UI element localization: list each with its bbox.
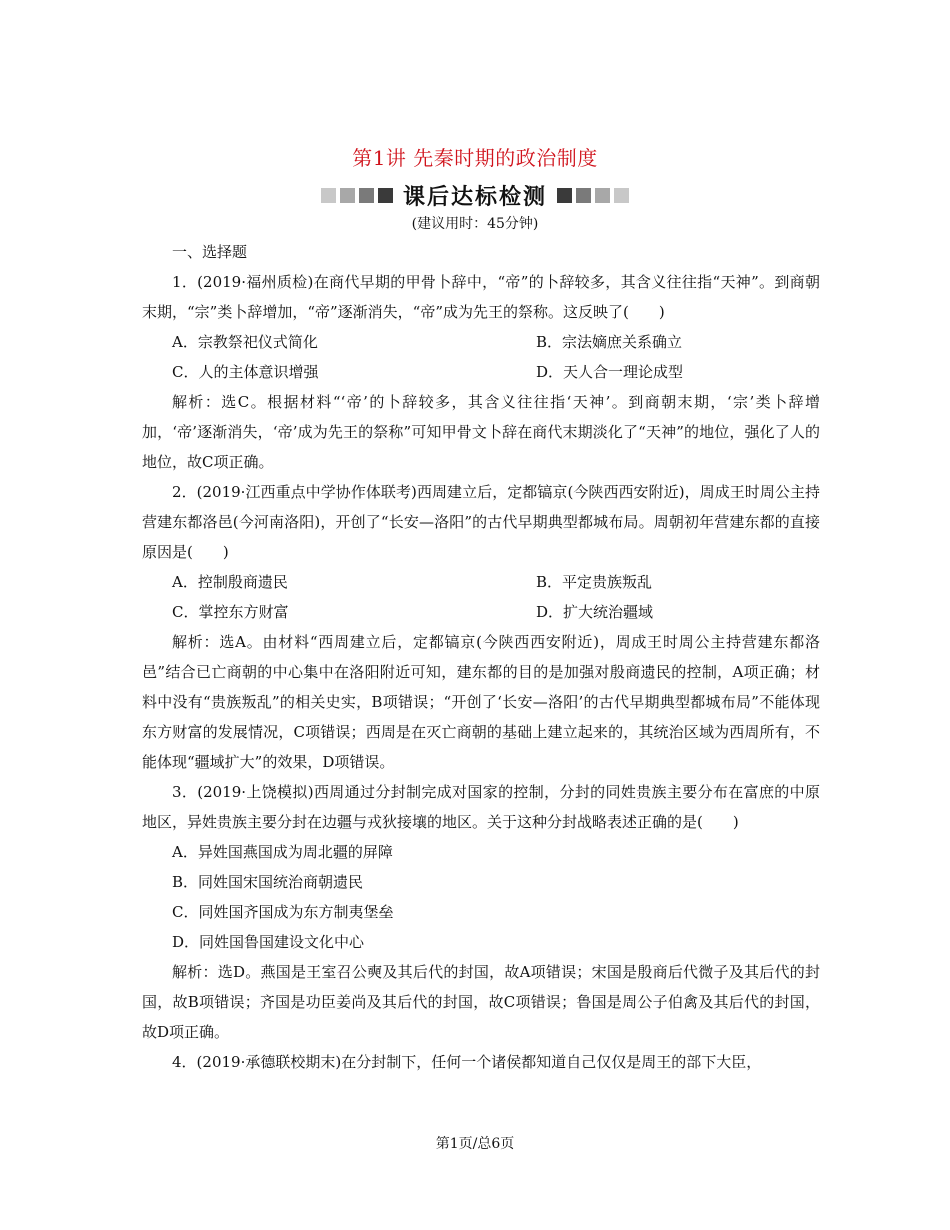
option-row	[142, 327, 820, 357]
section-label: 一、选择题	[172, 243, 248, 261]
option-b: B．同姓国宋国统治商朝遗民	[172, 873, 364, 891]
analysis-text: 解析：选A。由材料“西周建立后，定都镐京(今陕西西安附近)，周成王时周公主持营建东都洛邑”结合已亡商朝的中心集中在洛阳附近可知，建东都的目的是加强对殷商遗民的控制，A项正确；材料中没有“贵族叛乱”的相关史实，B项错误；“开创了‘长安—洛阳’的古代早期典型都城布局”不能体现东方财富的发展情况，C项错误；西周是在灭亡商朝的基础上建立起来的，其统治区域为西周所有，不能体现“疆域扩大”的效果，D项错误。	[142, 633, 820, 771]
banner-square-icon	[595, 188, 610, 203]
option-row	[142, 597, 820, 627]
banner-square-icon	[359, 188, 374, 203]
question-stem: 2．(2019·江西重点中学协作体联考)西周建立后，定都镐京(今陕西西安附近)，周成王时周公主持营建东都洛邑(今河南洛阳)，开创了“长安—洛阳”的古代早期典型都城布局。周朝初年营建东都的直接原因是( )	[142, 483, 820, 561]
banner-title: 课后达标检测	[402, 185, 547, 210]
option-a: A．宗教祭祀仪式简化	[172, 333, 318, 351]
option-row	[142, 567, 820, 597]
banner-squares-right	[557, 188, 629, 203]
section-banner	[0, 180, 950, 211]
banner-square-icon	[321, 188, 336, 203]
option-b: B．宗法嫡庶关系确立	[536, 333, 683, 351]
option-c: C．掌控东方财富	[172, 603, 289, 621]
question-stem: 4．(2019·承德联校期末)在分封制下，任何一个诸侯都知道自己仅仅是周王的部下大臣，	[172, 1053, 762, 1071]
option-d: D．扩大统治疆域	[536, 603, 654, 621]
option-c: C．人的主体意识增强	[172, 363, 319, 381]
question-stem: 3．(2019·上饶模拟)西周通过分封制完成对国家的控制，分封的同姓贵族主要分布在富庶的中原地区，异姓贵族主要分封在边疆与戎狄接壤的地区。关于这种分封战略表述正确的是( )	[142, 783, 820, 831]
banner-square-icon	[378, 188, 393, 203]
option-c: C．同姓国齐国成为东方制夷堡垒	[172, 903, 394, 921]
option-a: A．异姓国燕国成为周北疆的屏障	[172, 843, 393, 861]
option-a: A．控制殷商遗民	[172, 573, 288, 591]
banner-square-icon	[576, 188, 591, 203]
option-row	[142, 357, 820, 387]
option-d: D．天人合一理论成型	[536, 363, 684, 381]
lecture-title: 第1讲 先秦时期的政治制度	[352, 146, 598, 170]
banner-squares-left	[321, 188, 393, 203]
banner-square-icon	[614, 188, 629, 203]
analysis-text: 解析：选D。燕国是王室召公奭及其后代的封国，故A项错误；宋国是殷商后代微子及其后代的封国，故B项错误；齐国是功臣姜尚及其后代的封国，故C项错误；鲁国是周公子伯禽及其后代的封国，故D项正确。	[142, 963, 820, 1041]
analysis-text: 解析：选C。根据材料“‘帝’的卜辞较多，其含义往往指‘天神’。到商朝末期，‘宗’类卜辞增加，‘帝’逐渐消失，‘帝’成为先王的祭称”可知甲骨文卜辞在商代末期淡化了“天神”的地位，强化了人的地位，故C项正确。	[142, 393, 820, 471]
banner-square-icon	[340, 188, 355, 203]
question-body	[142, 237, 820, 1077]
suggested-time: (建议用时：45分钟)	[411, 216, 539, 232]
option-d: D．同姓国鲁国建设文化中心	[172, 933, 365, 951]
question-stem: 1．(2019·福州质检)在商代早期的甲骨卜辞中，“帝”的卜辞较多，其含义往往指“天神”。到商朝末期，“宗”类卜辞增加，“帝”逐渐消失，“帝”成为先王的祭称。这反映了( )	[142, 273, 820, 321]
option-b: B．平定贵族叛乱	[536, 573, 653, 591]
page-footer: 第1页/总6页	[435, 1136, 515, 1152]
banner-square-icon	[557, 188, 572, 203]
